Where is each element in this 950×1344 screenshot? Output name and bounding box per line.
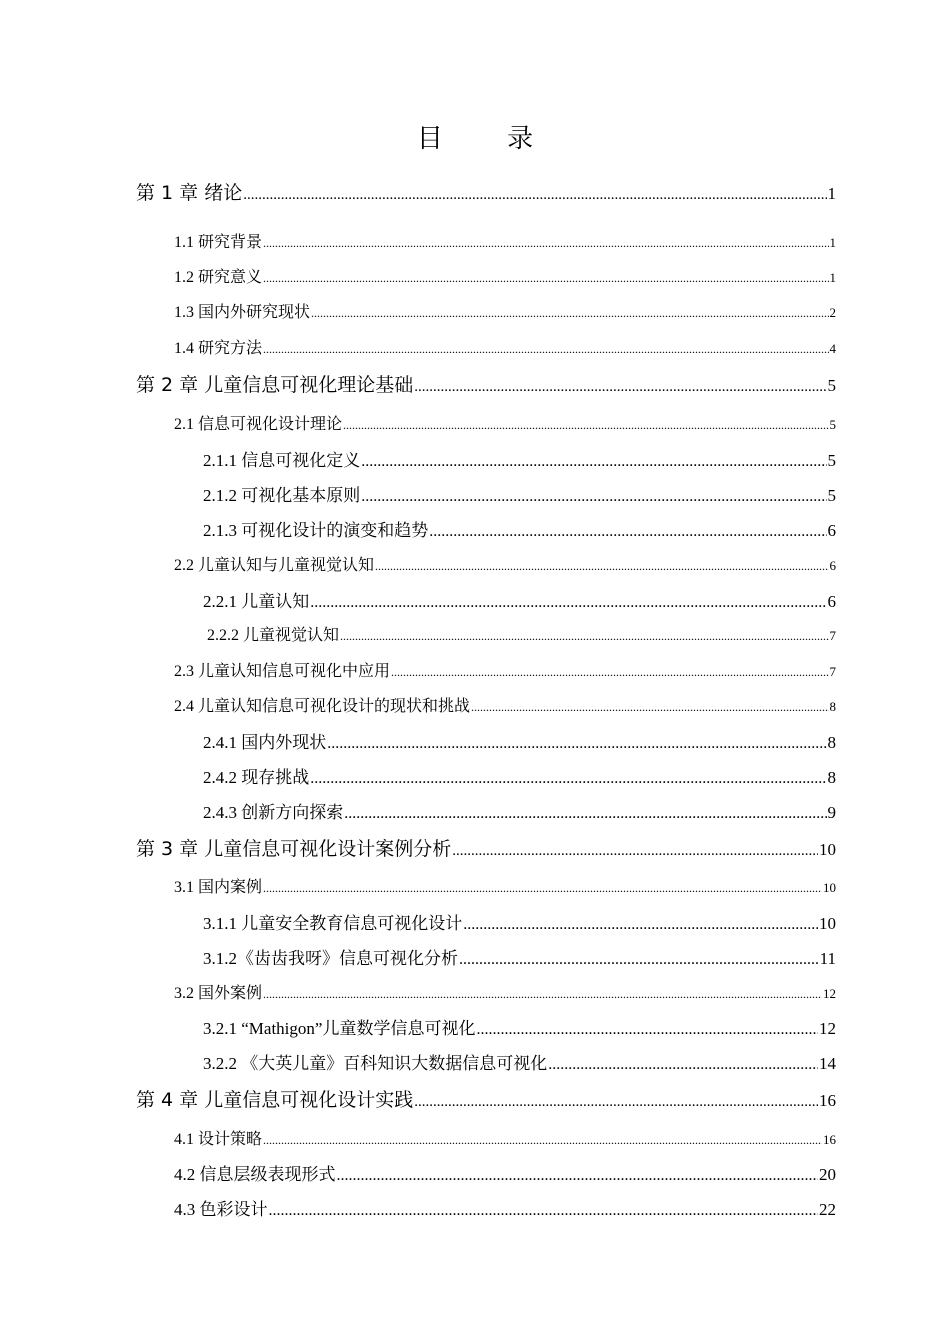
toc-entry-label: 2.4.1 国内外现状 <box>203 733 327 752</box>
toc-entry[interactable] <box>136 834 836 861</box>
toc-leader-dots <box>311 306 828 321</box>
toc-entry-page: 4 <box>829 341 836 356</box>
toc-leader-dots <box>263 342 828 357</box>
toc-entry-page: 5 <box>827 451 836 470</box>
toc-entry-page: 12 <box>819 1019 836 1038</box>
toc-entry[interactable] <box>136 178 836 205</box>
toc-entry-label: 第 3 章 儿童信息可视化设计案例分析 <box>136 838 452 860</box>
toc-leader-dots <box>476 1021 818 1039</box>
toc-entry-page: 12 <box>823 986 836 1001</box>
toc-leader-dots <box>429 523 826 541</box>
toc-entry[interactable] <box>174 229 836 252</box>
toc-entry[interactable] <box>203 1049 836 1074</box>
toc-entry-label: 1.2 研究意义 <box>174 269 263 286</box>
toc-entry[interactable] <box>203 516 836 541</box>
toc-entry[interactable] <box>203 587 836 612</box>
toc-entry-label: 第 1 章 绪论 <box>136 182 243 204</box>
toc-entry[interactable] <box>203 446 836 471</box>
toc-entry[interactable] <box>203 798 836 823</box>
toc-entry[interactable] <box>174 1126 836 1149</box>
toc-entry-page: 10 <box>823 880 836 895</box>
toc-entry-label: 2.2.1 儿童认知 <box>203 592 310 611</box>
toc-entry-label: 2.2 儿童认知与儿童视觉认知 <box>174 557 375 574</box>
toc-entry[interactable] <box>174 411 836 434</box>
toc-entry-page: 1 <box>827 184 836 203</box>
toc-entry[interactable] <box>203 909 836 934</box>
toc-entry[interactable] <box>174 264 836 287</box>
toc-entry-label: 2.1.2 可视化基本原则 <box>203 486 361 505</box>
toc-entry[interactable] <box>174 299 836 322</box>
toc-entry-page: 7 <box>829 628 836 643</box>
toc-entry-page: 9 <box>827 803 836 822</box>
toc-entry-page: 5 <box>827 376 836 395</box>
toc-entry-page: 10 <box>819 840 836 859</box>
toc-entry[interactable] <box>174 980 836 1003</box>
toc-entry-page: 5 <box>827 486 836 505</box>
toc-leader-dots <box>471 700 828 715</box>
toc-entry-page: 6 <box>827 592 836 611</box>
toc-entry-label: 4.3 色彩设计 <box>174 1200 268 1219</box>
toc-entry-page: 22 <box>819 1200 836 1219</box>
toc-entry-label: 第 2 章 儿童信息可视化理论基础 <box>136 374 414 396</box>
toc-leader-dots <box>361 488 826 506</box>
toc-leader-dots <box>263 1133 822 1148</box>
toc-entry[interactable] <box>203 944 836 969</box>
toc-entry-label: 4.1 设计策略 <box>174 1131 263 1148</box>
toc-entry[interactable] <box>203 481 836 506</box>
toc-entry-page: 16 <box>823 1132 836 1147</box>
toc-entry[interactable] <box>203 1014 836 1039</box>
toc-leader-dots <box>263 236 828 251</box>
toc-leader-dots <box>340 629 828 644</box>
toc-entry-label: 4.2 信息层级表现形式 <box>174 1165 336 1184</box>
toc-entry[interactable] <box>174 658 836 681</box>
toc-entry-label: 3.2 国外案例 <box>174 985 263 1002</box>
toc-leader-dots <box>414 379 826 396</box>
toc-entry-label: 3.1 国内案例 <box>174 879 263 896</box>
toc-entry-label: 2.4.3 创新方向探索 <box>203 803 344 822</box>
toc-entry-page: 8 <box>827 733 836 752</box>
toc-entry[interactable] <box>136 1085 836 1112</box>
toc-entry-page: 5 <box>829 417 836 432</box>
toc-entry[interactable] <box>203 728 836 753</box>
toc-leader-dots <box>361 453 826 471</box>
toc-entry-label: 2.2.2 儿童视觉认知 <box>207 627 340 644</box>
toc-entry-page: 8 <box>829 699 836 714</box>
toc-entry-label: 2.3 儿童认知信息可视化中应用 <box>174 663 391 680</box>
toc-entry[interactable] <box>136 370 836 397</box>
toc-entry[interactable] <box>203 763 836 788</box>
toc-entry-label: 3.2.1 “Mathigon”儿童数学信息可视化 <box>203 1019 476 1038</box>
toc-entry-page: 2 <box>829 305 836 320</box>
toc-leader-dots <box>343 418 828 433</box>
toc-leader-dots <box>414 1094 818 1111</box>
toc-entry[interactable] <box>174 1160 836 1185</box>
toc-entry-label: 1.4 研究方法 <box>174 340 263 357</box>
toc-entry-page: 14 <box>819 1054 836 1073</box>
toc-leader-dots <box>310 770 826 788</box>
toc-entry-page: 20 <box>819 1165 836 1184</box>
toc-entry-page: 6 <box>829 558 836 573</box>
toc-leader-dots <box>452 843 818 860</box>
toc-entry-label: 1.3 国内外研究现状 <box>174 304 311 321</box>
toc-leader-dots <box>548 1056 818 1074</box>
toc-entry-label: 2.1.1 信息可视化定义 <box>203 451 361 470</box>
toc-leader-dots <box>243 187 826 204</box>
toc-leader-dots <box>263 987 822 1002</box>
toc-entry-page: 16 <box>819 1091 836 1110</box>
toc-entry-page: 11 <box>819 949 836 968</box>
toc-leader-dots <box>327 735 826 753</box>
toc-entry-label: 第 4 章 儿童信息可视化设计实践 <box>136 1089 414 1111</box>
toc-entry-label: 3.1.2《齿齿我呀》信息可视化分析 <box>203 949 458 968</box>
toc-entry-label: 3.2.2 《大英儿童》百科知识大数据信息可视化 <box>203 1054 548 1073</box>
toc-entry-label: 2.1.3 可视化设计的演变和趋势 <box>203 521 429 540</box>
toc-entry[interactable] <box>174 693 836 716</box>
toc-entry[interactable] <box>207 622 836 645</box>
toc-leader-dots <box>337 1167 819 1185</box>
toc-leader-dots <box>263 881 822 896</box>
toc-entry-label: 2.4 儿童认知信息可视化设计的现状和挑战 <box>174 698 471 715</box>
toc-leader-dots <box>263 271 828 286</box>
toc-entry[interactable] <box>174 335 836 358</box>
toc-entry-page: 7 <box>829 664 836 679</box>
page-title: 目 录 <box>416 124 562 154</box>
toc-entry-label: 2.1 信息可视化设计理论 <box>174 416 343 433</box>
toc-leader-dots <box>391 665 828 680</box>
toc-entry[interactable] <box>174 552 836 575</box>
toc-leader-dots <box>269 1202 819 1220</box>
toc-entry-page: 1 <box>829 235 836 250</box>
toc-leader-dots <box>463 916 818 934</box>
toc-entry-label: 3.1.1 儿童安全教育信息可视化设计 <box>203 914 463 933</box>
toc-leader-dots <box>375 559 828 574</box>
toc-leader-dots <box>310 594 826 612</box>
toc-entry-page: 8 <box>827 768 836 787</box>
toc-entry[interactable] <box>174 874 836 897</box>
toc-entry-page: 1 <box>829 270 836 285</box>
toc-leader-dots <box>459 951 819 969</box>
toc-entry-page: 10 <box>819 914 836 933</box>
toc-entry-label: 1.1 研究背景 <box>174 234 263 251</box>
toc-leader-dots <box>344 805 826 823</box>
toc-entry-label: 2.4.2 现存挑战 <box>203 768 310 787</box>
toc-entry-page: 6 <box>827 521 836 540</box>
toc-entry[interactable] <box>174 1195 836 1220</box>
